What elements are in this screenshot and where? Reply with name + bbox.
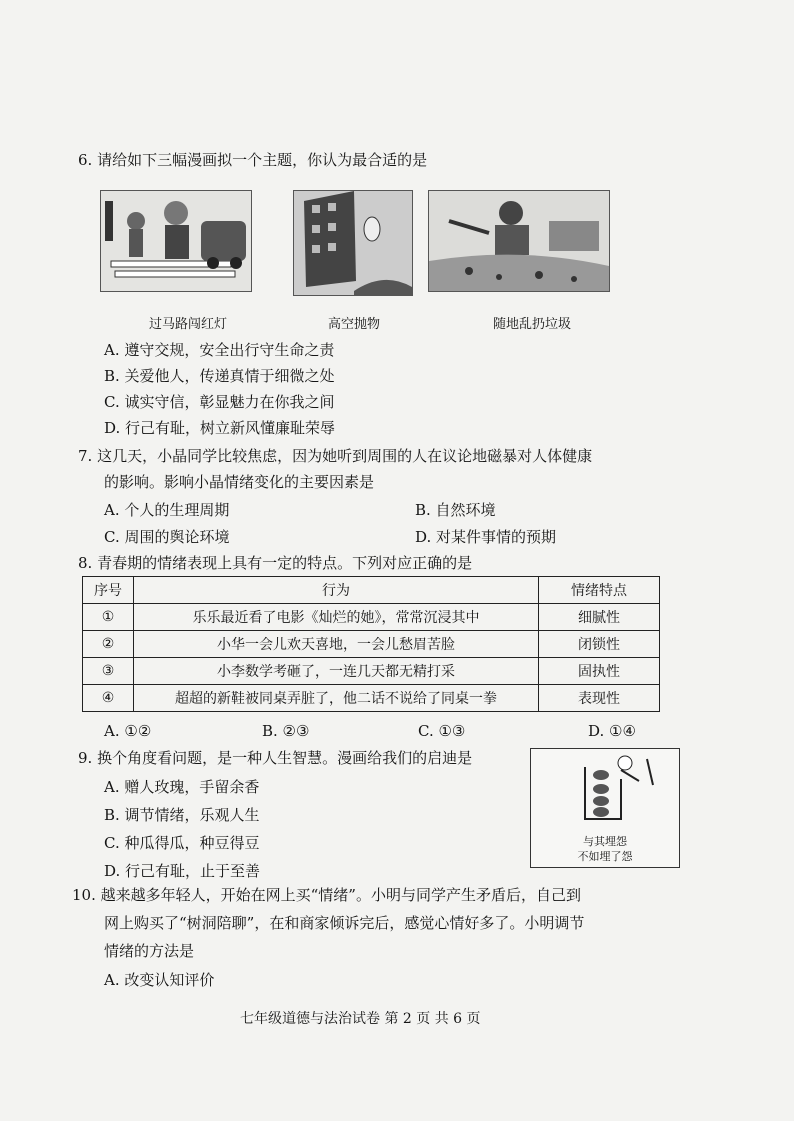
header-behavior: 行为 [134, 577, 539, 604]
q8-table [82, 576, 660, 712]
q6-option-a: A. 遵守交规，安全出行守生命之责 [104, 341, 335, 359]
q10-line3: 情绪的方法是 [104, 942, 195, 960]
q7-option-a: A. 个人的生理周期 [104, 501, 230, 519]
q8-option-c: C. ①③ [418, 722, 466, 740]
row-trait: 细腻性 [539, 604, 660, 631]
row-number: ① [83, 604, 134, 631]
row-behavior: 小华一会儿欢天喜地，一会儿愁眉苦脸 [134, 631, 539, 658]
table-row [83, 631, 660, 658]
q8-stem: 8. 青春期的情绪表现上具有一定的特点。下列对应正确的是 [78, 554, 473, 572]
q9-stem: 9. 换个角度看问题，是一种人生智慧。漫画给我们的启迪是 [78, 749, 473, 767]
caption-throwing: 高空抛物 [327, 317, 380, 332]
cartoon-littering [428, 190, 610, 292]
row-behavior: 超超的新鞋被同桌弄脏了，他二话不说给了同桌一拳 [134, 685, 539, 712]
q6-option-c: C. 诚实守信，彰显魅力在你我之间 [104, 393, 335, 411]
caption-littering: 随地乱扔垃圾 [492, 317, 571, 332]
header-emotion-trait: 情绪特点 [539, 577, 660, 604]
table-row [83, 658, 660, 685]
row-number: ④ [83, 685, 134, 712]
q6-option-b: B. 关爱他人，传递真情于细微之处 [104, 367, 335, 385]
table-row [83, 604, 660, 631]
q7-stem-line1: 7. 这几天，小晶同学比较焦虑，因为她听到周围的人在议论地磁暴对人体健康 [78, 447, 593, 465]
q8-option-a: A. ①② [104, 722, 152, 740]
row-trait: 表现性 [539, 685, 660, 712]
row-number: ③ [83, 658, 134, 685]
q7-stem-line2: 的影响。影响小晶情绪变化的主要因素是 [104, 473, 375, 491]
cartoon-throwing-from-height [293, 190, 413, 296]
table-row [83, 685, 660, 712]
q9-option-c: C. 种瓜得瓜，种豆得豆 [104, 834, 260, 852]
q10-line2: 网上购买了“树洞陪聊”，在和商家倾诉完后，感觉心情好多了。小明调节 [104, 914, 585, 932]
q10-option-a: A. 改变认知评价 [104, 971, 215, 989]
cartoon-text-line1: 与其埋怨 [583, 835, 627, 848]
q6-stem: 6. 请给如下三幅漫画拟一个主题，你认为最合适的是 [78, 151, 428, 169]
table-header-row [83, 577, 660, 604]
row-number: ② [83, 631, 134, 658]
q9-option-a: A. 赠人玫瑰，手留余香 [104, 778, 260, 796]
q8-option-d: D. ①④ [588, 722, 636, 740]
q9-option-d: D. 行己有耻，止于至善 [104, 862, 261, 880]
row-trait: 固执性 [539, 658, 660, 685]
q10-line1: 10. 越来越多年轻人，开始在网上买“情绪”。小明与同学产生矛盾后，自己到 [72, 886, 581, 904]
q6-option-d: D. 行己有耻，树立新风懂廉耻荣辱 [104, 419, 336, 437]
cartoon-bury-complaints [530, 748, 680, 868]
row-behavior: 乐乐最近看了电影《灿烂的她》，常常沉浸其中 [134, 604, 539, 631]
q9-option-b: B. 调节情绪，乐观人生 [104, 806, 260, 824]
q7-option-d: D. 对某件事情的预期 [415, 528, 557, 546]
q8-option-b: B. ②③ [262, 722, 310, 740]
cartoon-text-line2: 不如埋了怨 [577, 850, 633, 863]
row-trait: 闭锁性 [539, 631, 660, 658]
header-number: 序号 [83, 577, 134, 604]
row-behavior: 小李数学考砸了，一连几天都无精打采 [134, 658, 539, 685]
cartoon-red-light [100, 190, 252, 292]
page-footer: 七年级道德与法治试卷 第 2 页 共 6 页 [240, 1011, 481, 1027]
caption-red-light: 过马路闯红灯 [148, 317, 227, 332]
q7-option-b: B. 自然环境 [415, 501, 496, 519]
q7-option-c: C. 周围的舆论环境 [104, 528, 230, 546]
